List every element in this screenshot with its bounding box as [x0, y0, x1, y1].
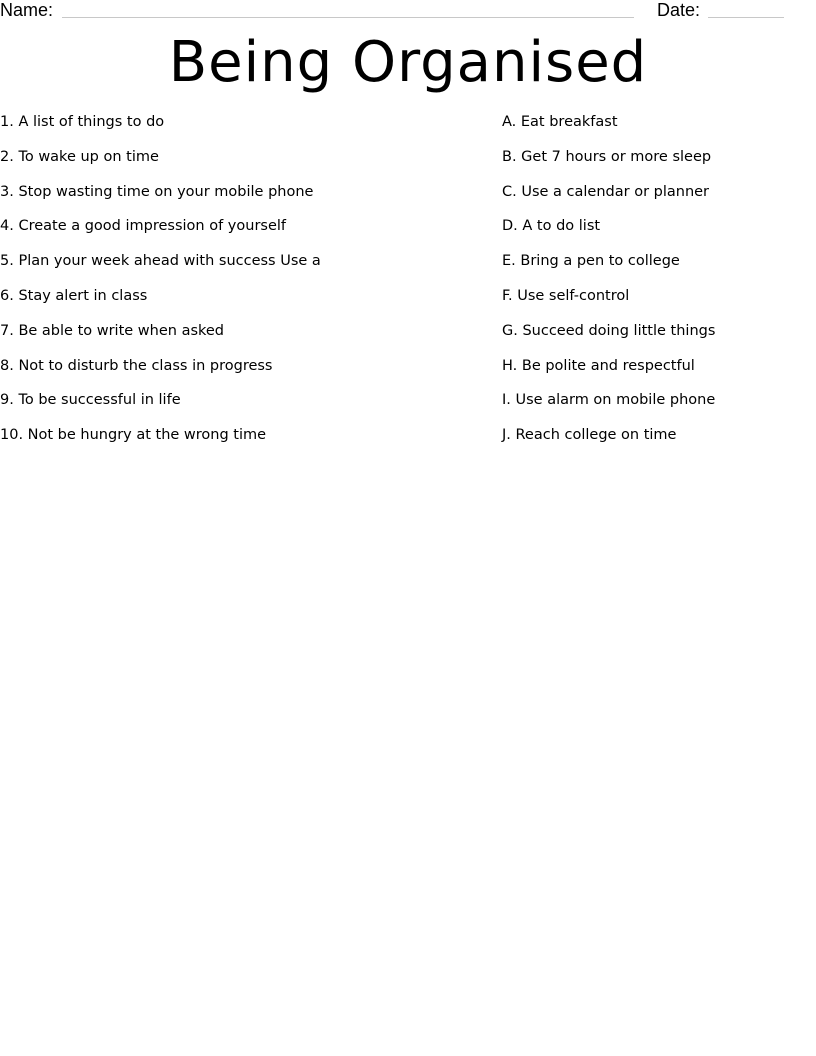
question-item: 2. To wake up on time [0, 148, 159, 165]
answer-item: A. Eat breakfast [502, 114, 618, 130]
question-item: 9. To be successful in life [0, 392, 181, 409]
answer-item: J. Reach college on time [502, 427, 677, 444]
questions-list [0, 111, 480, 459]
question-item: 10. Not be hungry at the wrong time [0, 427, 267, 444]
answer-item: G. Succeed doing little things [502, 322, 716, 339]
answer-item: B. Get 7 hours or more sleep [502, 148, 712, 165]
answer-item: I. Use alarm on mobile phone [502, 392, 716, 409]
question-item: 8. Not to disturb the class in progress [0, 357, 273, 374]
name-label: Name: [0, 0, 54, 20]
question-item: 6. Stay alert in class [0, 287, 148, 304]
date-label: Date: [657, 0, 701, 20]
name-date-header [0, 0, 816, 22]
question-item: 5. Plan your week ahead with success Use a [0, 253, 321, 270]
question-item: 3. Stop wasting time on your mobile phone [0, 183, 314, 200]
answers-list [502, 111, 802, 459]
answer-item: F. Use self-control [502, 287, 630, 304]
answer-item: D. A to do list [502, 218, 601, 235]
date-field[interactable] [708, 17, 784, 18]
answer-item: C. Use a calendar or planner [502, 183, 710, 200]
question-item: 1. A list of things to do [0, 114, 165, 130]
answer-item: H. Be polite and respectful [502, 357, 695, 374]
answer-item: E. Bring a pen to college [502, 253, 680, 270]
name-field[interactable] [62, 17, 634, 18]
question-item: 7. Be able to write when asked [0, 322, 225, 339]
worksheet-title: Being Organised [168, 30, 648, 95]
question-item: 4. Create a good impression of yourself [0, 218, 287, 235]
